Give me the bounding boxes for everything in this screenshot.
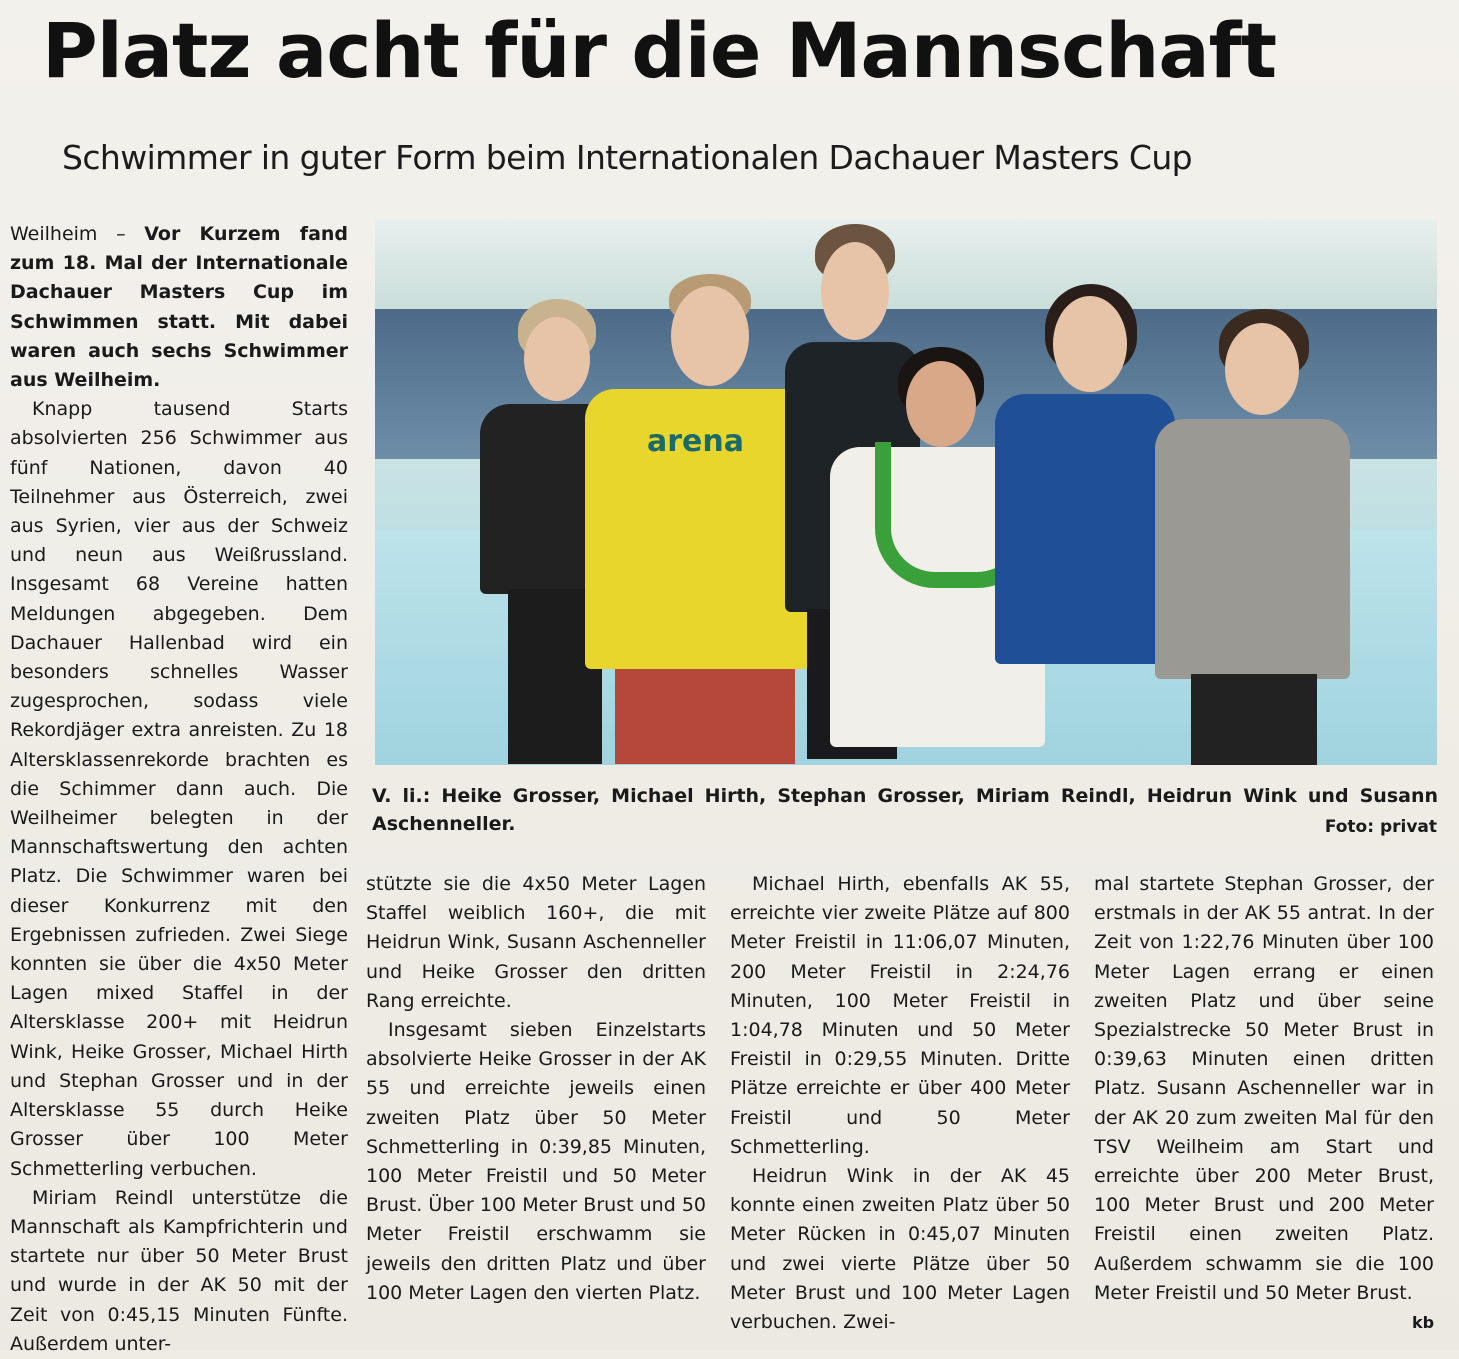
paragraph: Heidrun Wink in der AK 45 konnte einen zweiten Platz über 50 Meter Rücken in 0:45,07 Minuten und zwei vierte Plätze über 50 Meter Brust und 100 Meter Lagen verbuchen. Zwei-	[730, 1165, 1070, 1334]
article-column-1	[10, 220, 348, 1359]
paragraph: Miriam Reindl unterstütze die Mannschaft als Kampfrichterin und startete nur über 50 Meter Brust und wurde in der AK 50 mit der Zeit von 0:45,15 Minuten Fünfte. Außerdem unter-	[10, 1186, 348, 1355]
lead-paragraph	[10, 220, 348, 395]
dateline: Weilheim –	[10, 223, 126, 245]
paragraph: Knapp tausend Starts absolvierten 256 Schwimmer aus fünf Nationen, davon 40 Teilnehmer aus Österreich, zwei aus Syrien, vier aus der Schweiz und neun aus Weißrussland. Insgesamt 68 Vereine hatten Meldungen abgegeben. Dem Dachauer Hallenbad wird ein besonders schnelles Wasser zugesprochen, sodass viele Rekordjäger extra anreisten. Zu 18 Altersklassenrekorde brachten es die Schimmer dann auch. Die Weilheimer belegten in der Mannschaftswertung den achten Platz. Die Schwimmer waren bei dieser Konkurrenz mit den Ergebnissen zufrieden. Zwei Siege konnten sie über die 4x50 Meter Lagen mixed Staffel in der Altersklasse 200+ mit Heidrun Wink, Heike Grosser, Michael Hirth und Stephan Grosser und in der Altersklasse 55 durch Heike Grosser über 100 Meter Schmetterling verbuchen.	[10, 398, 348, 1180]
article-column-4	[1094, 870, 1434, 1308]
photo-credit: Foto: privat	[1324, 817, 1437, 837]
paragraph: Insgesamt sieben Einzelstarts absolvierte Heike Grosser in der AK 55 und erreichte jeweils einen zweiten Platz über 50 Meter Schmetterling in 0:39,85 Minuten, 100 Meter Freistil und 50 Meter Brust. Über 100 Meter Brust und 50 Meter Freistil erschwamm sie jeweils den dritten Platz und über 100 Meter Lagen den vierten Platz.	[366, 1019, 706, 1304]
team-photo	[375, 219, 1437, 765]
person-6	[1155, 309, 1350, 765]
subheadline: Schwimmer in guter Form beim Internationalen Dachauer Masters Cup	[62, 138, 1193, 177]
author-signature: kb	[1412, 1313, 1435, 1332]
lead-text: Vor Kurzem fand zum 18. Mal der Internationale Dachauer Masters Cup im Schwimmen statt. Mit dabei waren auch sechs Schwimmer aus Weilheim.	[10, 223, 349, 392]
paragraph: stützte sie die 4x50 Meter Lagen Staffel weiblich 160+, die mit Heidrun Wink, Susann Aschenneller und Heike Grosser den dritten Rang erreichte.	[366, 873, 706, 1012]
paragraph: mal startete Stephan Grosser, der erstmals in der AK 55 antrat. In der Zeit von 1:22,76 Minuten über 100 Meter Lagen errang er einen zweiten Platz und über seine Spezialstrecke 50 Meter Brust in 0:39,63 Minuten einen dritten Platz. Susann Aschenneller war in der AK 20 zum zweiten Mal für den TSV Weilheim am Start und erreichte über 200 Meter Brust, 100 Meter Brust und 200 Meter Freistil einen zweiten Platz. Außerdem schwamm sie die 100 Meter Freistil und 50 Meter Brust.	[1094, 873, 1434, 1304]
article-column-2	[366, 870, 706, 1308]
paragraph: Michael Hirth, ebenfalls AK 55, erreichte vier zweite Plätze auf 800 Meter Freistil in 11:06,07 Minuten, 200 Meter Freistil in 2:24,76 Minuten, 100 Meter Freistil in 1:04,78 Minuten und 50 Meter Freistil in 0:29,55 Minuten. Dritte Plätze erreichte er über 400 Meter Freistil und 50 Meter Schmetterling.	[730, 873, 1070, 1158]
headline: Platz acht für die Mannschaft	[42, 6, 1277, 95]
article-column-3	[730, 870, 1070, 1337]
photo-caption: V. li.: Heike Grosser, Michael Hirth, Stephan Grosser, Miriam Reindl, Heidrun Wink und Susann Aschenneller.	[372, 785, 1438, 835]
person-5	[995, 284, 1175, 664]
arena-logo: arena	[647, 424, 744, 459]
